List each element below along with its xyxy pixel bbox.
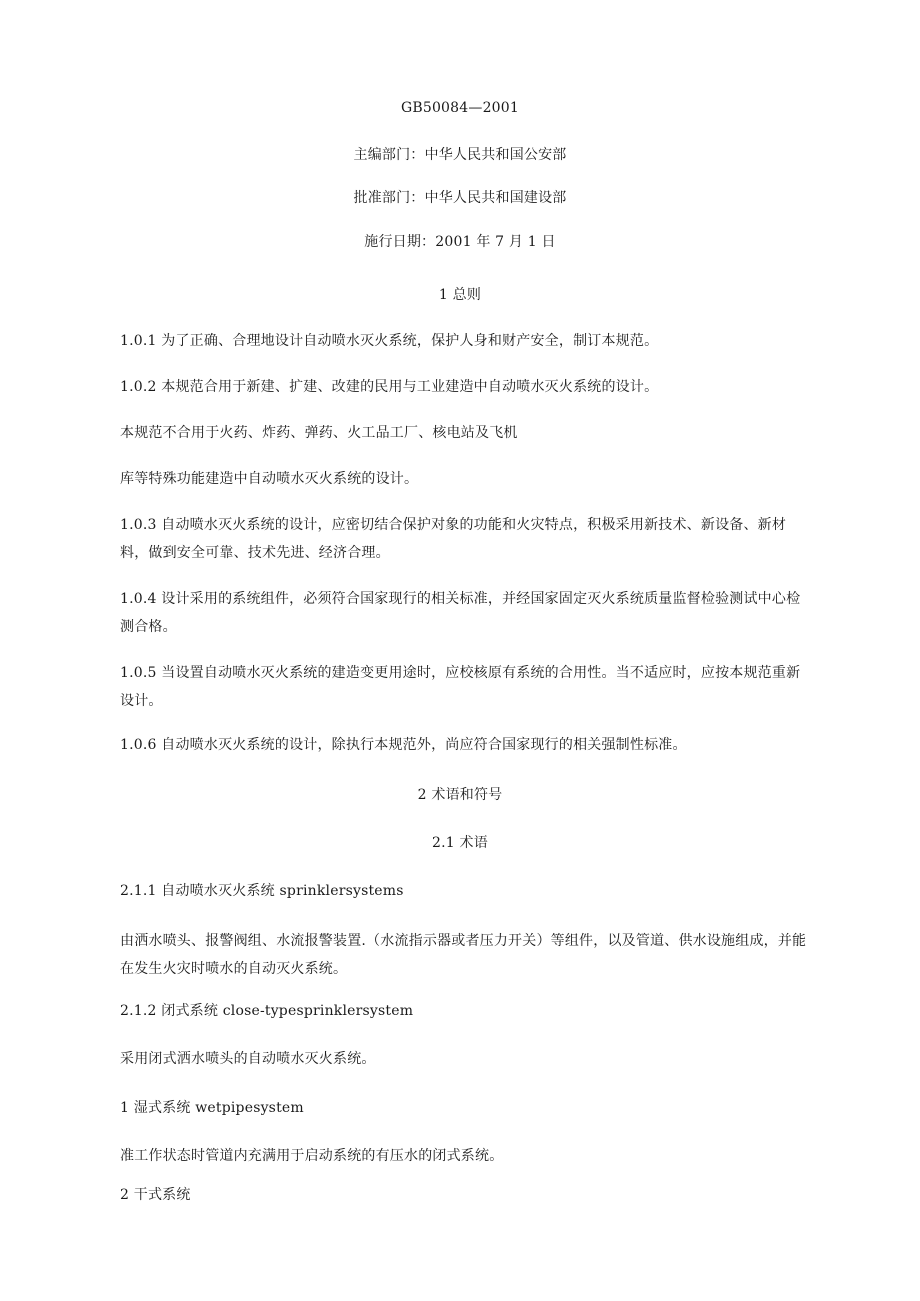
editor-department: 主编部门：中华人民共和国公安部 [353, 147, 567, 163]
clause-1-0-2-note-line-1: 本规范不合用于火药、炸药、弹药、火工品工厂、核电站及飞机 [120, 425, 518, 441]
term-2-1-2-item-1: 1 湿式系统 wetpipesystem [120, 1100, 304, 1116]
approval-department: 批准部门：中华人民共和国建设部 [353, 190, 567, 206]
chapter-2-title: 2 术语和符号 [417, 787, 503, 803]
clause-1-0-6: 1.0.6 自动喷水灭火系统的设计，除执行本规范外，尚应符合国家现行的相关强制性标准。 [120, 737, 687, 753]
term-2-1-2-item-1-definition: 准工作状态时管道内充满用于启动系统的有压水的闭式系统。 [120, 1148, 504, 1164]
effective-date: 施行日期：2001 年 7 月 1 日 [364, 234, 556, 250]
chapter-1-title: 1 总则 [438, 287, 482, 303]
clause-1-0-2-note-line-2: 库等特殊功能建造中自动喷水灭火系统的设计。 [120, 471, 419, 487]
clause-1-0-1: 1.0.1 为了正确、合理地设计自动喷水灭火系统，保护人身和财产安全，制订本规范。 [120, 333, 659, 349]
term-2-1-2-item-2: 2 干式系统 [120, 1187, 191, 1203]
section-2-1-title: 2.1 术语 [432, 835, 488, 851]
clause-1-0-2: 1.0.2 本规范合用于新建、扩建、改建的民用与工业建造中自动喷水灭火系统的设计。 [120, 379, 659, 395]
clause-1-0-5: 1.0.5 当设置自动喷水灭火系统的建造变更用途时，应校核原有系统的合用性。当不适应时，应按本规范重新设计。 [120, 665, 801, 709]
term-2-1-1: 2.1.1 自动喷水灭火系统 sprinklersystems [120, 883, 404, 899]
clause-1-0-4: 1.0.4 设计采用的系统组件，必须符合国家现行的相关标准，并经国家固定灭火系统质量监督检验测试中心检测合格。 [120, 591, 801, 635]
term-2-1-1-definition: 由洒水喷头、报警阀组、水流报警装置.（水流指示器或者压力开关）等组件，以及管道、供水设施组成，并能在发生火灾时喷水的自动灭火系统。 [120, 933, 807, 977]
term-2-1-2-definition: 采用闭式洒水喷头的自动喷水灭火系统。 [120, 1051, 376, 1067]
clause-1-0-3: 1.0.3 自动喷水灭火系统的设计，应密切结合保护对象的功能和火灾特点，积极采用新技术、新设备、新材料，做到安全可靠、技术先进、经济合理。 [120, 517, 787, 561]
standard-code: GB50084—2001 [400, 100, 520, 116]
term-2-1-2: 2.1.2 闭式系统 close-typesprinklersystem [120, 1003, 414, 1019]
